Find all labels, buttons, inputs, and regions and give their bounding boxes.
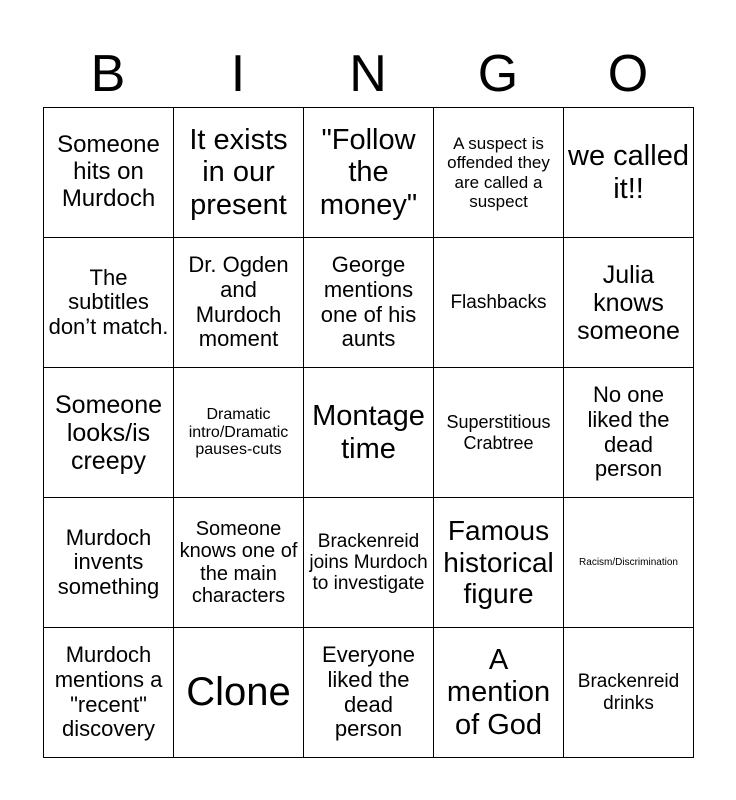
bingo-cell[interactable]: A mention of God <box>434 628 564 758</box>
header-letter-g: G <box>477 45 519 103</box>
header-letter-b: B <box>90 45 126 103</box>
bingo-cell[interactable]: Superstitious Crabtree <box>434 368 564 498</box>
board-row <box>44 238 694 368</box>
bingo-cell[interactable]: It exists in our present <box>174 108 304 238</box>
bingo-cell[interactable]: Brackenreid drinks <box>564 628 694 758</box>
bingo-cell[interactable]: Flashbacks <box>434 238 564 368</box>
bingo-cell[interactable]: Famous historical figure <box>434 498 564 628</box>
board-row <box>44 368 694 498</box>
bingo-cell[interactable]: we called it!! <box>564 108 694 238</box>
bingo-cell[interactable]: George mentions one of his aunts <box>304 238 434 368</box>
bingo-cell[interactable]: Everyone liked the dead person <box>304 628 434 758</box>
board-row <box>44 108 694 238</box>
header-letter-n: N <box>349 45 387 103</box>
bingo-cell[interactable]: Someone looks/is creepy <box>44 368 174 498</box>
bingo-cell[interactable]: Someone hits on Murdoch <box>44 108 174 238</box>
bingo-cell[interactable]: Dramatic intro/Dramatic pauses-cuts <box>174 368 304 498</box>
bingo-cell[interactable]: Montage time <box>304 368 434 498</box>
bingo-cell[interactable]: Julia knows someone <box>564 238 694 368</box>
board-row <box>44 628 694 758</box>
bingo-cell[interactable]: "Follow the money" <box>304 108 434 238</box>
board-row <box>44 498 694 628</box>
bingo-cell[interactable]: Murdoch invents something <box>44 498 174 628</box>
bingo-cell[interactable]: Dr. Ogden and Murdoch moment <box>174 238 304 368</box>
bingo-cell[interactable]: The subtitles don’t match. <box>44 238 174 368</box>
bingo-board <box>43 107 694 758</box>
bingo-cell[interactable]: A suspect is offended they are called a suspect <box>434 108 564 238</box>
bingo-cell[interactable]: Brackenreid joins Murdoch to investigate <box>304 498 434 628</box>
bingo-header <box>43 40 693 108</box>
bingo-cell[interactable]: Racism/Discrimination <box>564 498 694 628</box>
bingo-cell[interactable]: Someone knows one of the main characters <box>174 498 304 628</box>
header-letter-i: I <box>230 45 246 103</box>
bingo-cell[interactable]: Clone <box>174 628 304 758</box>
header-letter-o: O <box>607 45 649 103</box>
bingo-cell[interactable]: No one liked the dead person <box>564 368 694 498</box>
bingo-cell[interactable]: Murdoch mentions a "recent" discovery <box>44 628 174 758</box>
